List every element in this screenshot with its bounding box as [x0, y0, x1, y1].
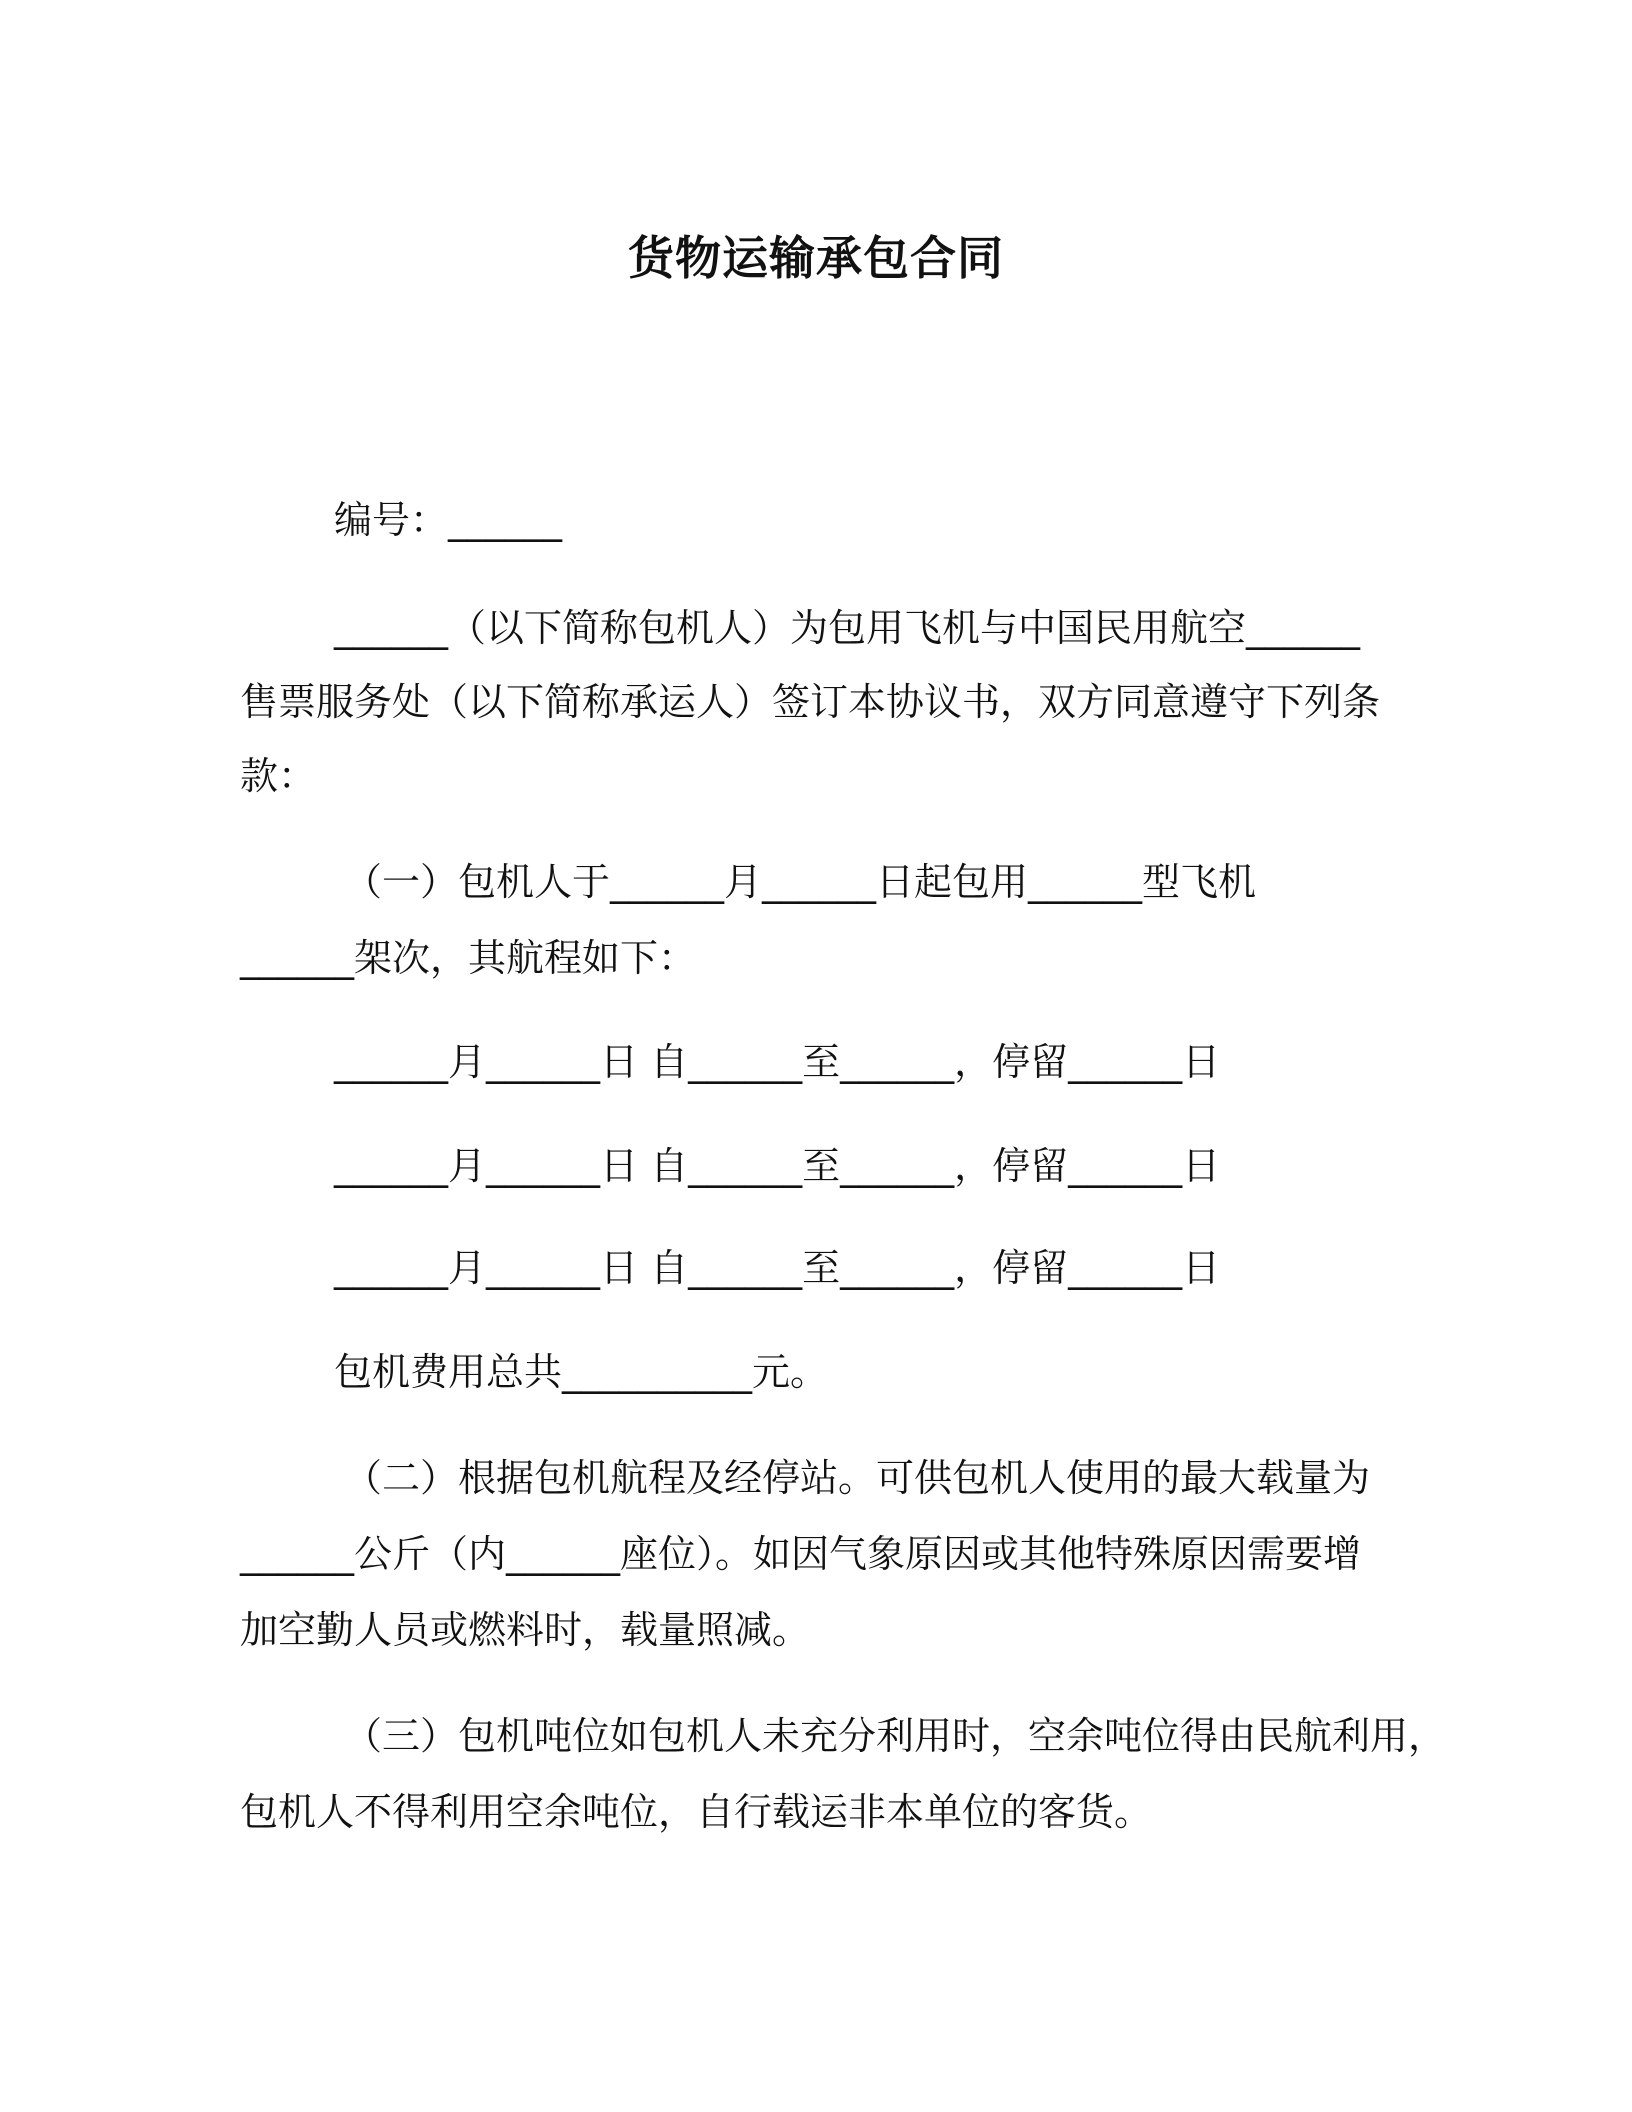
- clause-2-line-2: ______公斤（内______座位）。如因气象原因或其他特殊原因需要增: [240, 1532, 1362, 1576]
- clause-1-line-1: （一）包机人于______月______日起包用______型飞机: [344, 860, 1257, 904]
- clause-1-line-2: ______架次，其航程如下：: [240, 936, 697, 980]
- total-fee-line: 包机费用总共__________元。: [334, 1350, 829, 1394]
- intro-line-1: ______（以下简称包机人）为包用飞机与中国民用航空______: [334, 606, 1361, 650]
- clause-3-line-1: （三）包机吨位如包机人未充分利用时，空余吨位得由民航利用，: [344, 1714, 1447, 1758]
- clause-2-line-1: （二）根据包机航程及经停站。可供包机人使用的最大载量为: [344, 1456, 1371, 1500]
- intro-line-3: 款：: [240, 754, 317, 798]
- document-title: 货物运输承包合同: [628, 231, 1004, 285]
- itinerary-row-3: ______月______日 自______至______，停留______日: [334, 1246, 1221, 1290]
- clause-2-line-3: 加空勤人员或燃料时，载量照减。: [240, 1608, 811, 1652]
- clause-3-line-2: 包机人不得利用空余吨位，自行载运非本单位的客货。: [240, 1790, 1153, 1834]
- serial-number-line: 编号：______: [334, 498, 563, 542]
- intro-line-2: 售票服务处（以下简称承运人）签订本协议书，双方同意遵守下列条: [240, 680, 1381, 724]
- itinerary-row-2: ______月______日 自______至______，停留______日: [334, 1144, 1221, 1188]
- itinerary-row-1: ______月______日 自______至______，停留______日: [334, 1040, 1221, 1084]
